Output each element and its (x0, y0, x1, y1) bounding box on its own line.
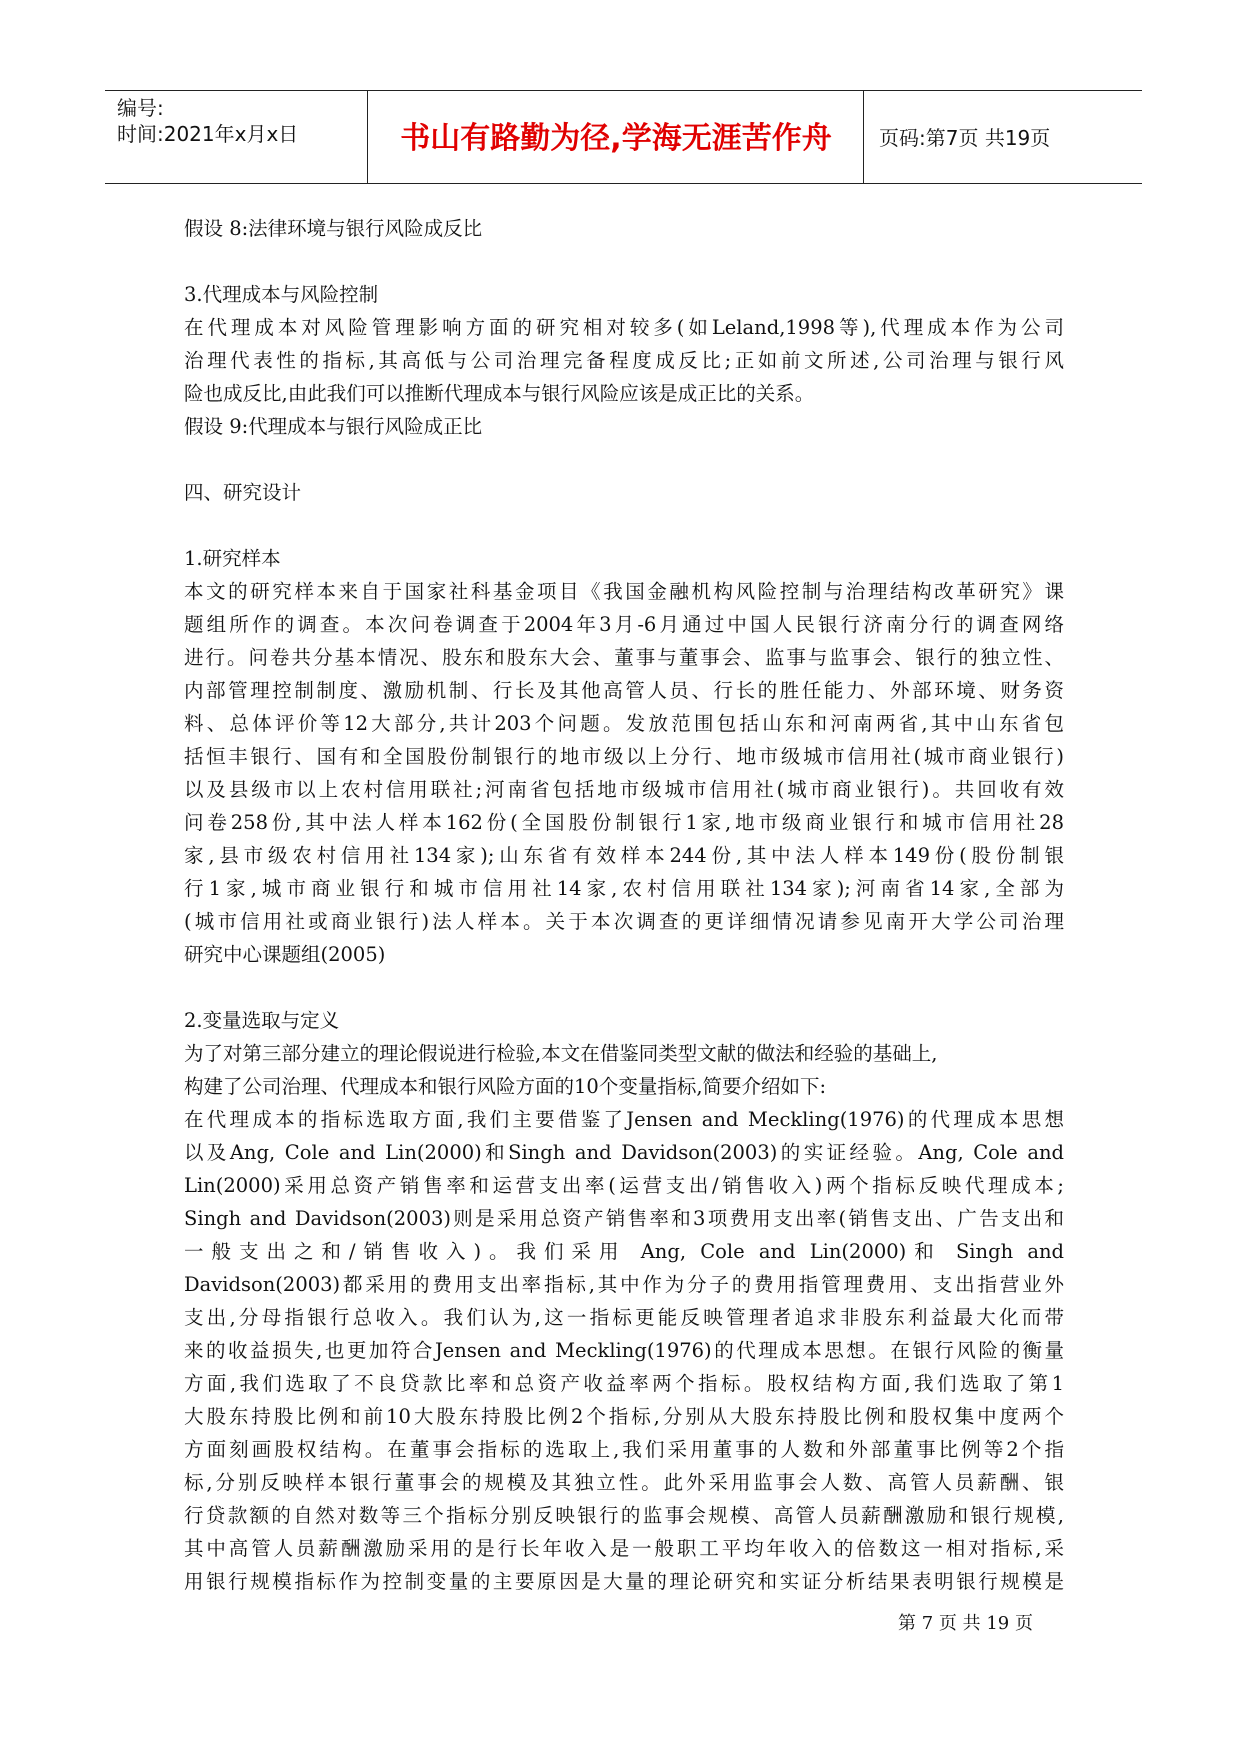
text-line: (城市信用社或商业银行)法人样本。关于本次调查的更详细情况请参见南开大学公司治理 (184, 910, 1064, 933)
text-line: 来的收益损失,也更加符合Jensen and Meckling(1976)的代理成本思想。在银行风险的衡量 (184, 1339, 1064, 1362)
header-page-cell (865, 91, 1142, 183)
document-time-label: 时间:2021年x月x日 (117, 122, 299, 146)
text-line: 行贷款额的自然对数等三个指标分别反映银行的监事会规模、高管人员薪酬激励和银行规模, (184, 1504, 1064, 1527)
text-line: 内部管理控制制度、激励机制、行长及其他高管人员、行长的胜任能力、外部环境、财务资 (184, 679, 1064, 702)
section-heading: 2.变量选取与定义 (184, 1009, 340, 1032)
text-line: 用银行规模指标作为控制变量的主要原因是大量的理论研究和实证分析结果表明银行规模是 (184, 1570, 1064, 1593)
text-line: 括恒丰银行、国有和全国股份制银行的地市级以上分行、地市级城市信用社(城市商业银行) (184, 745, 1064, 768)
text-line: 治理代表性的指标,其高低与公司治理完备程度成反比;正如前文所述,公司治理与银行风 (184, 349, 1064, 372)
page-header (105, 90, 1142, 184)
page-footer: 第 7 页 共 19 页 (898, 1613, 1033, 1634)
text-line: 研究中心课题组(2005) (184, 943, 386, 966)
section-heading: 四、研究设计 (184, 481, 302, 504)
text-line: 支出,分母指银行总收入。我们认为,这一指标更能反映管理者追求非股东利益最大化而带 (184, 1306, 1064, 1329)
text-line: 料、总体评价等12大部分,共计203个问题。发放范围包括山东和河南两省,其中山东省包 (184, 712, 1064, 735)
section-heading: 1.研究样本 (184, 547, 281, 570)
text-line: 本文的研究样本来自于国家社科基金项目《我国金融机构风险控制与治理结构改革研究》课 (184, 580, 1064, 603)
paragraph-hypothesis-8 (184, 212, 1064, 245)
text-line: 假设 9:代理成本与银行风险成正比 (184, 415, 483, 438)
text-line: Singh and Davidson(2003)则是采用总资产销售率和3项费用支出率(销售支出、广告支出和 (184, 1207, 1064, 1230)
text-line: 进行。问卷共分基本情况、股东和股东大会、董事与董事会、监事与监事会、银行的独立性、 (184, 646, 1064, 669)
header-meta-cell (105, 91, 368, 183)
text-line: 标,分别反映样本银行董事会的规模及其独立性。此外采用监事会人数、高管人员薪酬、银 (184, 1471, 1064, 1494)
document-body (184, 212, 1064, 1598)
header-motto-cell (369, 91, 864, 183)
text-line: 以及Ang, Cole and Lin(2000)和Singh and Davidson(2003)的实证经验。Ang, Cole and (184, 1141, 1064, 1164)
text-line: 方面刻画股权结构。在董事会指标的选取上,我们采用董事的人数和外部董事比例等2个指 (184, 1438, 1064, 1461)
text-line: 险也成反比,由此我们可以推断代理成本与银行风险应该是成正比的关系。 (184, 382, 815, 405)
text-line: 行1家,城市商业银行和城市信用社14家,农村信用联社134家);河南省14家,全部为 (184, 877, 1064, 900)
section-variable-selection (184, 1004, 1064, 1598)
text-line: 大股东持股比例和前10大股东持股比例2个指标,分别从大股东持股比例和股权集中度两个 (184, 1405, 1064, 1428)
section-research-sample (184, 542, 1064, 971)
document-number-label: 编号: (117, 96, 164, 120)
header-page-code: 页码:第7页 共19页 (879, 126, 1051, 150)
text-line: 题组所作的调查。本次问卷调查于2004年3月-6月通过中国人民银行济南分行的调查网络 (184, 613, 1064, 636)
text-line: Davidson(2003)都采用的费用支出率指标,其中作为分子的费用指管理费用、支出指营业外 (184, 1273, 1064, 1296)
section-research-design (184, 476, 1064, 509)
text-line: 以及县级市以上农村信用联社;河南省包括地市级城市信用社(城市商业银行)。共回收有效 (184, 778, 1064, 801)
header-motto: 书山有路勤为径,学海无涯苦作舟 (400, 121, 832, 156)
text-line: 一般支出之和/销售收入)。我们采用 Ang, Cole and Lin(2000)和 Singh and (184, 1240, 1064, 1263)
text-line: 假设 8:法律环境与银行风险成反比 (184, 217, 483, 240)
text-line: 在代理成本对风险管理影响方面的研究相对较多(如Leland,1998等),代理成本作为公司 (184, 316, 1064, 339)
text-line: Lin(2000)采用总资产销售率和运营支出率(运营支出/销售收入)两个指标反映代理成本; (184, 1174, 1064, 1197)
section-heading: 3.代理成本与风险控制 (184, 283, 379, 306)
text-line: 在代理成本的指标选取方面,我们主要借鉴了Jensen and Meckling(1976)的代理成本思想 (184, 1108, 1064, 1131)
text-line: 家,县市级农村信用社134家);山东省有效样本244份,其中法人样本149份(股份制银 (184, 844, 1064, 867)
text-line: 为了对第三部分建立的理论假说进行检验,本文在借鉴同类型文献的做法和经验的基础上, (184, 1042, 938, 1065)
section-agency-cost (184, 278, 1064, 443)
text-line: 构建了公司治理、代理成本和银行风险方面的10个变量指标,简要介绍如下: (184, 1075, 827, 1098)
text-line: 其中高管人员薪酬激励采用的是行长年收入是一般职工平均年收入的倍数这一相对指标,采 (184, 1537, 1064, 1560)
text-line: 方面,我们选取了不良贷款比率和总资产收益率两个指标。股权结构方面,我们选取了第1 (184, 1372, 1064, 1395)
text-line: 问卷258份,其中法人样本162份(全国股份制银行1家,地市级商业银行和城市信用社28 (184, 811, 1064, 834)
